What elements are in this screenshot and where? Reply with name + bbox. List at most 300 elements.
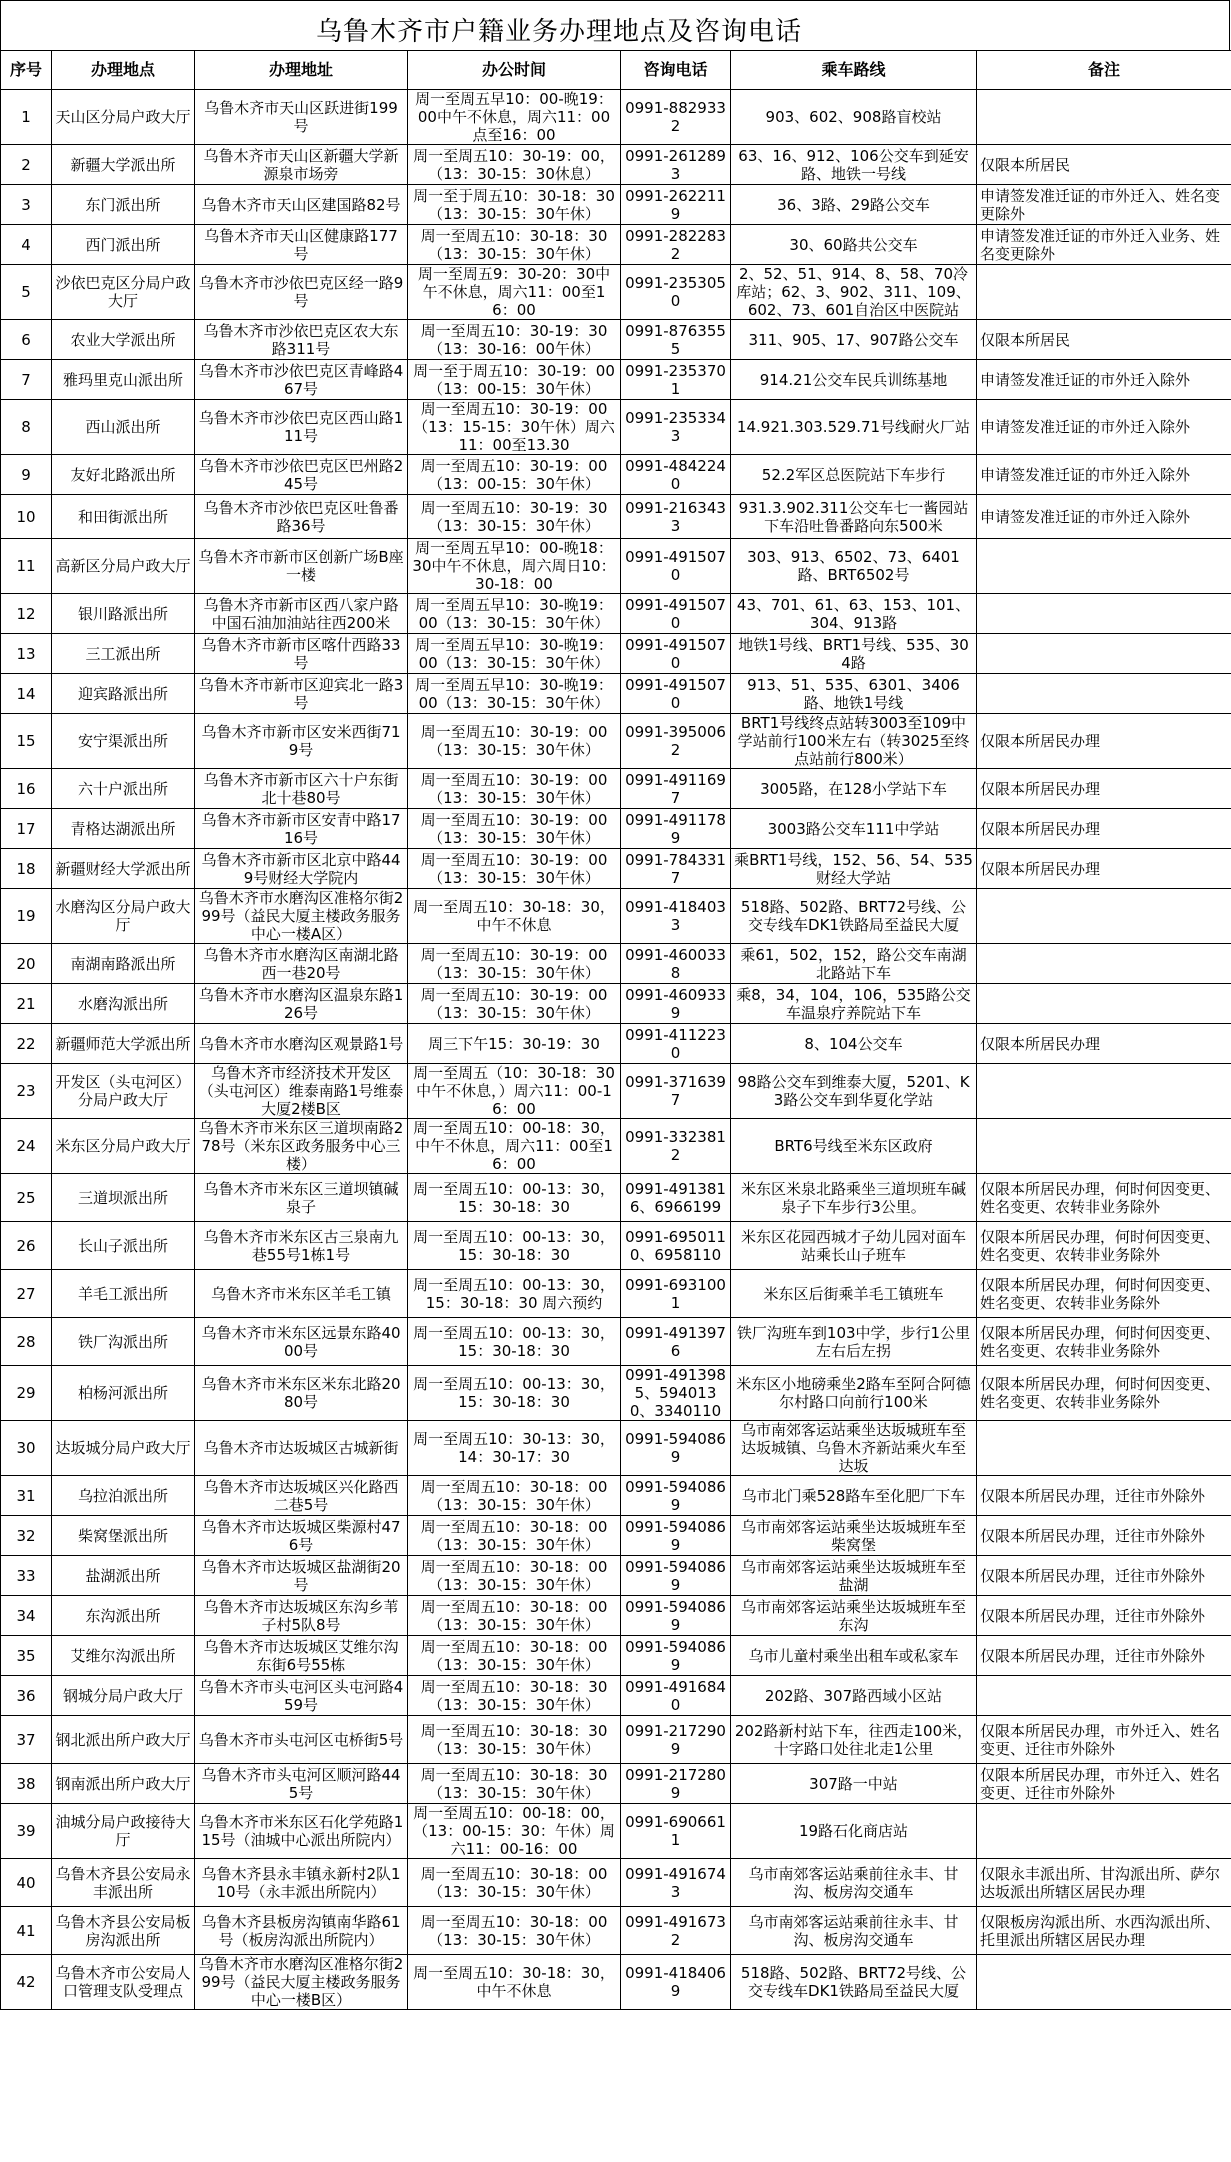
table-row [1,90,1231,145]
cell-location: 乌鲁木齐市公安局人口管理支队受理点 [52,1955,195,2010]
table-row [1,539,1231,594]
cell-location: 沙依巴克区分局户政大厅 [52,265,195,320]
table-row [1,265,1231,320]
cell-note [977,539,1231,594]
cell-address: 乌鲁木齐市沙依巴克区农大东路311号 [195,320,408,360]
cell-phone: 0991-5940869 [621,1476,731,1516]
cell-index: 23 [1,1064,52,1119]
cell-address: 乌鲁木齐市米东区三道坝镇碱泉子 [195,1174,408,1222]
cell-note: 仅限本所居民办理，市外迁入、姓名变更、迁往市外除外 [977,1716,1231,1764]
cell-hours: 周一至周五10：30-18：00（13：30-15：30午休） [408,1556,621,1596]
cell-phone: 0991-6950110、6958110 [621,1222,731,1270]
cell-hours: 周一至周五10：30-19：00（13：30-15：30午休） [408,849,621,889]
cell-route: 311、905、17、907路公交车 [731,320,977,360]
cell-phone: 0991-2163433 [621,495,731,539]
cell-hours: 周一至周五10：30-19：00，（13：30-15：30休息） [408,145,621,185]
cell-location: 羊毛工派出所 [52,1270,195,1318]
cell-location: 达坂城分局户政大厅 [52,1421,195,1476]
cell-location: 乌鲁木齐县公安局永丰派出所 [52,1859,195,1907]
cell-phone: 0991-4915070 [621,594,731,634]
cell-phone: 0991-2172809 [621,1764,731,1804]
cell-hours: 周一至周五10：30-19：00（13：30-15：30午休） [408,714,621,769]
table-row [1,769,1231,809]
cell-note: 申请签发准迁证的市外迁入除外 [977,360,1231,400]
cell-hours: 周一至周五10：30-18：00（13：30-15：30午休） [408,1907,621,1955]
cell-location: 新疆大学派出所 [52,145,195,185]
cell-route: 地铁1号线、BRT1号线、535、304路 [731,634,977,674]
header-hours: 办公时间 [408,51,621,90]
cell-note: 申请签发准迁证的市外迁入除外 [977,455,1231,495]
cell-note: 仅限本所居民办理，何时何因变更、姓名变更、农转非业务除外 [977,1270,1231,1318]
cell-address: 乌鲁木齐市水磨沟区温泉东路126号 [195,984,408,1024]
table-row [1,809,1231,849]
cell-address: 乌鲁木齐县永丰镇永新村2队110号（永丰派出所院内） [195,1859,408,1907]
cell-location: 三道坝派出所 [52,1174,195,1222]
cell-note: 仅限本所居民办理，何时何因变更、姓名变更、农转非业务除外 [977,1174,1231,1222]
cell-index: 35 [1,1636,52,1676]
cell-index: 27 [1,1270,52,1318]
cell-location: 东沟派出所 [52,1596,195,1636]
table-row [1,1596,1231,1636]
cell-note [977,90,1231,145]
table-row [1,984,1231,1024]
cell-address: 乌鲁木齐县板房沟镇南华路61号（板房沟派出所院内） [195,1907,408,1955]
cell-phone: 0991-2353050 [621,265,731,320]
cell-note: 仅限本所居民办理 [977,849,1231,889]
cell-address: 乌鲁木齐市米东区米东北路2080号 [195,1366,408,1421]
cell-location: 迎宾路派出所 [52,674,195,714]
cell-note: 仅限本所居民办理，迁往市外除外 [977,1516,1231,1556]
cell-index: 39 [1,1804,52,1859]
cell-route: 914.21公交车民兵训练基地 [731,360,977,400]
cell-address: 乌鲁木齐市米东区古三泉南九巷55号1栋1号 [195,1222,408,1270]
cell-phone: 0991-4913816、6966199 [621,1174,731,1222]
cell-location: 天山区分局户政大厅 [52,90,195,145]
cell-route: 2、52、51、914、8、58、70冷库站；62、3、902、311、109、602、73、601自治区中医院站 [731,265,977,320]
table-row [1,1318,1231,1366]
cell-hours: 周一至周五10：00-13：30，15：30-18：30 [408,1222,621,1270]
cell-address: 乌鲁木齐市天山区建国路82号 [195,185,408,225]
cell-route: 43、701、61、63、153、101、304、913路 [731,594,977,634]
table-row [1,889,1231,944]
cell-location: 水磨沟区分局户政大厅 [52,889,195,944]
cell-phone: 0991-4915070 [621,634,731,674]
cell-phone: 0991-4916732 [621,1907,731,1955]
table-row [1,1556,1231,1596]
cell-location: 钢城分局户政大厅 [52,1676,195,1716]
cell-location: 米东区分局户政大厅 [52,1119,195,1174]
cell-route: 303、913、6502、73、6401路、BRT6502号 [731,539,977,594]
cell-route: 14.921.303.529.71号线耐火厂站 [731,400,977,455]
cell-phone: 0991-4913976 [621,1318,731,1366]
cell-location: 西门派出所 [52,225,195,265]
cell-index: 30 [1,1421,52,1476]
cell-note [977,984,1231,1024]
cell-location: 新疆财经大学派出所 [52,849,195,889]
table-row [1,1366,1231,1421]
header-note: 备注 [977,51,1231,90]
table-row [1,1270,1231,1318]
cell-index: 28 [1,1318,52,1366]
table-row [1,944,1231,984]
cell-index: 4 [1,225,52,265]
cell-phone: 0991-2622119 [621,185,731,225]
cell-note [977,265,1231,320]
cell-hours: 周一至周五早10：00-晚18：30中午不休息，周六周日10：30-18：00 [408,539,621,594]
cell-hours: 周一至周五早10：30-晚19：00（13：30-15：30午休） [408,594,621,634]
cell-address: 乌鲁木齐市水磨沟区准格尔街299号（益民大厦主楼政务服务中心一楼A区） [195,889,408,944]
cell-index: 24 [1,1119,52,1174]
cell-index: 33 [1,1556,52,1596]
cell-note [977,1421,1231,1476]
cell-hours: 周一至周五10：30-19：30（13：30-16：00午休） [408,320,621,360]
cell-phone: 0991-3323812 [621,1119,731,1174]
cell-phone: 0991-2172909 [621,1716,731,1764]
cell-location: 六十户派出所 [52,769,195,809]
cell-note: 仅限本所居民办理 [977,1024,1231,1064]
cell-route: 19路石化商店站 [731,1804,977,1859]
cell-note: 申请签发准迁证的市外迁入除外 [977,495,1231,539]
cell-address: 乌鲁木齐市米东区羊毛工镇 [195,1270,408,1318]
cell-index: 37 [1,1716,52,1764]
cell-location: 铁厂沟派出所 [52,1318,195,1366]
cell-hours: 周一至周五9：30-20：30中午不休息，周六11：00至16：00 [408,265,621,320]
cell-location: 三工派出所 [52,634,195,674]
cell-index: 25 [1,1174,52,1222]
cell-location: 雅玛里克山派出所 [52,360,195,400]
cell-index: 34 [1,1596,52,1636]
table-row [1,849,1231,889]
table-row [1,1516,1231,1556]
cell-route: 乘BRT1号线，152、56、54、535财经大学站 [731,849,977,889]
cell-route: 乘8，34，104，106，535路公交车温泉疗养院站下车 [731,984,977,1024]
table-row [1,1859,1231,1907]
cell-index: 14 [1,674,52,714]
cell-note: 仅限本所居民 [977,145,1231,185]
cell-index: 5 [1,265,52,320]
table-row [1,1222,1231,1270]
table-row [1,1636,1231,1676]
cell-index: 10 [1,495,52,539]
table-row [1,145,1231,185]
cell-phone: 0991-5940869 [621,1421,731,1476]
cell-address: 乌鲁木齐市米东区三道坝南路278号（米东区政务服务中心三楼） [195,1119,408,1174]
cell-location: 水磨沟派出所 [52,984,195,1024]
cell-phone: 0991-2353343 [621,400,731,455]
cell-note [977,1804,1231,1859]
cell-phone: 0991-5940869 [621,1556,731,1596]
cell-note: 仅限永丰派出所、甘沟派出所、萨尔达坂派出所辖区居民办理 [977,1859,1231,1907]
cell-index: 21 [1,984,52,1024]
cell-index: 20 [1,944,52,984]
cell-phone: 0991-8763555 [621,320,731,360]
cell-hours: 周一至于周五10：30-19：00（13：00-15：30午休） [408,360,621,400]
cell-phone: 0991-4911789 [621,809,731,849]
cell-route: 乌市北门乘528路车至化肥厂下车 [731,1476,977,1516]
cell-location: 盐湖派出所 [52,1556,195,1596]
cell-address: 乌鲁木齐市头屯河区头屯河路459号 [195,1676,408,1716]
cell-route: 518路、502路、BRT72号线、公交专线车DK1铁路局至益民大厦 [731,1955,977,2010]
cell-hours: 周一至周五10：00-13：30，15：30-18：30 [408,1318,621,1366]
table-row [1,360,1231,400]
cell-note: 申请签发准迁证的市外迁入、姓名变更除外 [977,185,1231,225]
cell-location: 乌拉泊派出所 [52,1476,195,1516]
cell-route: 98路公交车到维泰大厦，5201、K3路公交车到华夏化学站 [731,1064,977,1119]
table-row [1,1676,1231,1716]
cell-hours: 周一至周五10：00-13：30，15：30-18：30 周六预约 [408,1270,621,1318]
table-row [1,225,1231,265]
cell-address: 乌鲁木齐市新市区北京中路449号财经大学院内 [195,849,408,889]
cell-route: 乌市南郊客运站乘坐达坂城班车至达坂城镇、乌鲁木齐新站乘火车至达坂 [731,1421,977,1476]
cell-route: 乌市南郊客运站乘前往永丰、甘沟、板房沟交通车 [731,1859,977,1907]
cell-address: 乌鲁木齐市沙依巴克区青峰路467号 [195,360,408,400]
cell-note: 仅限本所居民办理，市外迁入、姓名变更、迁往市外除外 [977,1764,1231,1804]
cell-hours: 周一至周五10：30-18：30，中午不休息 [408,1955,621,2010]
cell-address: 乌鲁木齐市沙依巴克区经一路9号 [195,265,408,320]
cell-route: 铁厂沟班车到103中学，步行1公里左右后左拐 [731,1318,977,1366]
cell-route: 903、602、908路盲校站 [731,90,977,145]
cell-address: 乌鲁木齐市头屯河区顺河路445号 [195,1764,408,1804]
table-row [1,1174,1231,1222]
table-row [1,1476,1231,1516]
header-route: 乘车路线 [731,51,977,90]
cell-address: 乌鲁木齐市水磨沟区南湖北路西一巷20号 [195,944,408,984]
cell-phone: 0991-6931001 [621,1270,731,1318]
cell-location: 钢南派出所户政大厅 [52,1764,195,1804]
cell-location: 和田街派出所 [52,495,195,539]
cell-route: 52.2军区总医院站下车步行 [731,455,977,495]
cell-route: 乌市南郊客运站乘坐达坂城班车至柴窝堡 [731,1516,977,1556]
table-row [1,1716,1231,1764]
cell-address: 乌鲁木齐市达坂城区艾维尔沟东街6号55栋 [195,1636,408,1676]
cell-address: 乌鲁木齐市天山区健康路177号 [195,225,408,265]
cell-note: 仅限本所居民办理，迁往市外除外 [977,1476,1231,1516]
cell-index: 7 [1,360,52,400]
cell-address: 乌鲁木齐市新市区安米西街719号 [195,714,408,769]
cell-index: 29 [1,1366,52,1421]
cell-phone: 0991-3716397 [621,1064,731,1119]
table-row [1,674,1231,714]
cell-phone: 0991-2822832 [621,225,731,265]
cell-phone: 0991-8829332 [621,90,731,145]
cell-note [977,674,1231,714]
cell-phone: 0991-4916840 [621,1676,731,1716]
cell-address: 乌鲁木齐市新市区创新广场B座一楼 [195,539,408,594]
table-row [1,714,1231,769]
cell-note: 仅限本所居民 [977,320,1231,360]
cell-route: 3003路公交车111中学站 [731,809,977,849]
cell-location: 钢北派出所户政大厅 [52,1716,195,1764]
cell-note [977,1955,1231,2010]
cell-address: 乌鲁木齐市天山区跃进街199号 [195,90,408,145]
cell-location: 艾维尔沟派出所 [52,1636,195,1676]
cell-location: 东门派出所 [52,185,195,225]
cell-address: 乌鲁木齐市达坂城区古城新街 [195,1421,408,1476]
cell-note [977,634,1231,674]
table-row [1,1064,1231,1119]
cell-hours: 周三下午15：30-19：30 [408,1024,621,1064]
cell-address: 乌鲁木齐市新市区喀什西路33号 [195,634,408,674]
header-address: 办理地址 [195,51,408,90]
cell-phone: 0991-2353701 [621,360,731,400]
cell-note: 仅限本所居民办理，何时何因变更、姓名变更、农转非业务除外 [977,1366,1231,1421]
cell-location: 油城分局户政接待大厅 [52,1804,195,1859]
cell-phone: 0991-4842240 [621,455,731,495]
title-row [0,0,1230,50]
cell-route: 307路一中站 [731,1764,977,1804]
cell-location: 柏杨河派出所 [52,1366,195,1421]
cell-note: 仅限本所居民办理，迁往市外除外 [977,1596,1231,1636]
cell-hours: 周一至周五（10：30-18：30中午不休息，）周六11：00-16：00 [408,1064,621,1119]
cell-hours: 周一至周五10：30-18：30（13：30-15：30午休） [408,225,621,265]
cell-address: 乌鲁木齐市米东区远景东路4000号 [195,1318,408,1366]
cell-route: BRT6号线至米东区政府 [731,1119,977,1174]
cell-index: 13 [1,634,52,674]
cell-address: 乌鲁木齐市水磨沟区观景路1号 [195,1024,408,1064]
cell-hours: 周一至周五10：30-18：00（13：30-15：30午休） [408,1636,621,1676]
cell-index: 36 [1,1676,52,1716]
cell-phone: 0991-4913985、5940130、3340110 [621,1366,731,1421]
cell-route: 36、3路、29路公交车 [731,185,977,225]
cell-address: 乌鲁木齐市达坂城区兴化路西二巷5号 [195,1476,408,1516]
cell-phone: 0991-2612893 [621,145,731,185]
cell-location: 高新区分局户政大厅 [52,539,195,594]
cell-index: 42 [1,1955,52,2010]
table-row [1,1764,1231,1804]
cell-hours: 周一至周五早10：00-晚19：00中午不休息，周六11：00点至16：00 [408,90,621,145]
cell-location: 银川路派出所 [52,594,195,634]
cell-route: 3005路，在128小学站下车 [731,769,977,809]
cell-note [977,944,1231,984]
cell-hours: 周一至周五10：30-18：30，中午不休息 [408,889,621,944]
cell-note [977,594,1231,634]
cell-index: 41 [1,1907,52,1955]
cell-location: 青格达湖派出所 [52,809,195,849]
cell-route: 乘61，502，152，路公交车南湖北路站下车 [731,944,977,984]
cell-hours: 周一至周五10：30-19：00（13：15-15：30午休）周六11：00至13.30 [408,400,621,455]
cell-note: 申请签发准迁证的市外迁入除外 [977,400,1231,455]
cell-location: 农业大学派出所 [52,320,195,360]
cell-location: 新疆师范大学派出所 [52,1024,195,1064]
cell-address: 乌鲁木齐市沙依巴克区西山路111号 [195,400,408,455]
cell-phone: 0991-4915070 [621,674,731,714]
cell-hours: 周一至周五10：30-18：00（13：30-15：30午休） [408,1516,621,1556]
cell-location: 南湖南路派出所 [52,944,195,984]
cell-hours: 周一至周五10：00-18：00，（13：00-15：30：午休）周六11：00-16：00 [408,1804,621,1859]
cell-phone: 0991-6906611 [621,1804,731,1859]
cell-address: 乌鲁木齐市达坂城区柴源村476号 [195,1516,408,1556]
cell-note: 仅限本所居民办理 [977,809,1231,849]
cell-index: 6 [1,320,52,360]
cell-phone: 0991-5940869 [621,1516,731,1556]
cell-hours: 周一至周五10：30-19：00（13：00-15：30午休） [408,455,621,495]
cell-phone: 0991-7843317 [621,849,731,889]
cell-location: 开发区（头屯河区）分局户政大厅 [52,1064,195,1119]
cell-route: 931.3.902.311公交车七一酱园站下车沿吐鲁番路向东500米 [731,495,977,539]
cell-route: 米东区花园西城才子幼儿园对面车站乘长山子班车 [731,1222,977,1270]
cell-location: 乌鲁木齐县公安局板房沟派出所 [52,1907,195,1955]
table-row [1,1119,1231,1174]
cell-hours: 周一至周五10：30-18：30（13：30-15：30午休） [408,1764,621,1804]
registry-table [0,50,1231,2010]
cell-address: 乌鲁木齐市头屯河区屯桥街5号 [195,1716,408,1764]
cell-location: 长山子派出所 [52,1222,195,1270]
cell-index: 15 [1,714,52,769]
cell-index: 32 [1,1516,52,1556]
cell-hours: 周一至周五10：30-18：00（13：30-15：30午休） [408,1476,621,1516]
header-location: 办理地点 [52,51,195,90]
cell-address: 乌鲁木齐市经济技术开发区（头屯河区）维泰南路1号维泰大厦2楼B区 [195,1064,408,1119]
cell-address: 乌鲁木齐市沙依巴克区吐鲁番路36号 [195,495,408,539]
header-row [1,51,1231,90]
header-index: 序号 [1,51,52,90]
cell-hours: 周一至周五10：00-13：30，15：30-18：30 [408,1366,621,1421]
cell-location: 西山派出所 [52,400,195,455]
table-body [1,90,1231,2010]
cell-hours: 周一至周五10：30-19：30（13：30-15：30午休） [408,495,621,539]
cell-index: 22 [1,1024,52,1064]
cell-route: 30、60路共公交车 [731,225,977,265]
cell-hours: 周一至周五10：00-13：30，15：30-18：30 [408,1174,621,1222]
cell-index: 31 [1,1476,52,1516]
cell-route: 乌市南郊客运站乘前往永丰、甘沟、板房沟交通车 [731,1907,977,1955]
cell-note: 申请签发准迁证的市外迁入业务、姓名变更除外 [977,225,1231,265]
cell-index: 1 [1,90,52,145]
cell-hours: 周一至周五10：30-18：00（13：30-15：30午休） [408,1596,621,1636]
cell-address: 乌鲁木齐市天山区新疆大学新源泉市场旁 [195,145,408,185]
cell-note: 仅限板房沟派出所、水西沟派出所、托里派出所辖区居民办理 [977,1907,1231,1955]
cell-hours: 周一至于周五10：30-18：30（13：30-15：30午休） [408,185,621,225]
cell-hours: 周一至周五早10：30-晚19：00（13：30-15：30午休） [408,674,621,714]
cell-hours: 周一至周五10：30-18：30（13：30-15：30午休） [408,1676,621,1716]
cell-index: 8 [1,400,52,455]
cell-index: 26 [1,1222,52,1270]
cell-address: 乌鲁木齐市沙依巴克区巴州路245号 [195,455,408,495]
cell-hours: 周一至周五10：30-19：00（13：30-15：30午休） [408,944,621,984]
table-row [1,594,1231,634]
cell-index: 19 [1,889,52,944]
table-row [1,1955,1231,2010]
cell-address: 乌鲁木齐市新市区西八家户路中国石油加油站往西200米 [195,594,408,634]
table-row [1,455,1231,495]
cell-phone: 0991-4911697 [621,769,731,809]
cell-index: 18 [1,849,52,889]
table-row [1,1804,1231,1859]
cell-route: 米东区后街乘羊毛工镇班车 [731,1270,977,1318]
table-row [1,1024,1231,1064]
cell-route: 米东区小地磅乘坐2路车至阿合阿德尔村路口向前行100米 [731,1366,977,1421]
cell-note [977,1676,1231,1716]
cell-hours: 周一至周五10：30-13：30，14：30-17：30 [408,1421,621,1476]
cell-phone: 0991-4112230 [621,1024,731,1064]
cell-hours: 周一至周五10：30-19：00（13：30-15：30午休） [408,809,621,849]
cell-address: 乌鲁木齐市达坂城区盐湖街20号 [195,1556,408,1596]
cell-hours: 周一至周五10：30-19：00（13：30-15：30午休） [408,984,621,1024]
cell-phone: 0991-4609339 [621,984,731,1024]
cell-phone: 0991-4184033 [621,889,731,944]
cell-note [977,1119,1231,1174]
cell-hours: 周一至周五10：00-18：30，中午不休息，周六11：00至16：00 [408,1119,621,1174]
cell-route: 202路、307路西域小区站 [731,1676,977,1716]
table-row [1,634,1231,674]
cell-index: 3 [1,185,52,225]
cell-location: 友好北路派出所 [52,455,195,495]
cell-route: 乌市儿童村乘坐出租车或私家车 [731,1636,977,1676]
table-row [1,185,1231,225]
cell-index: 38 [1,1764,52,1804]
cell-note: 仅限本所居民办理 [977,714,1231,769]
cell-phone: 0991-4184069 [621,1955,731,2010]
